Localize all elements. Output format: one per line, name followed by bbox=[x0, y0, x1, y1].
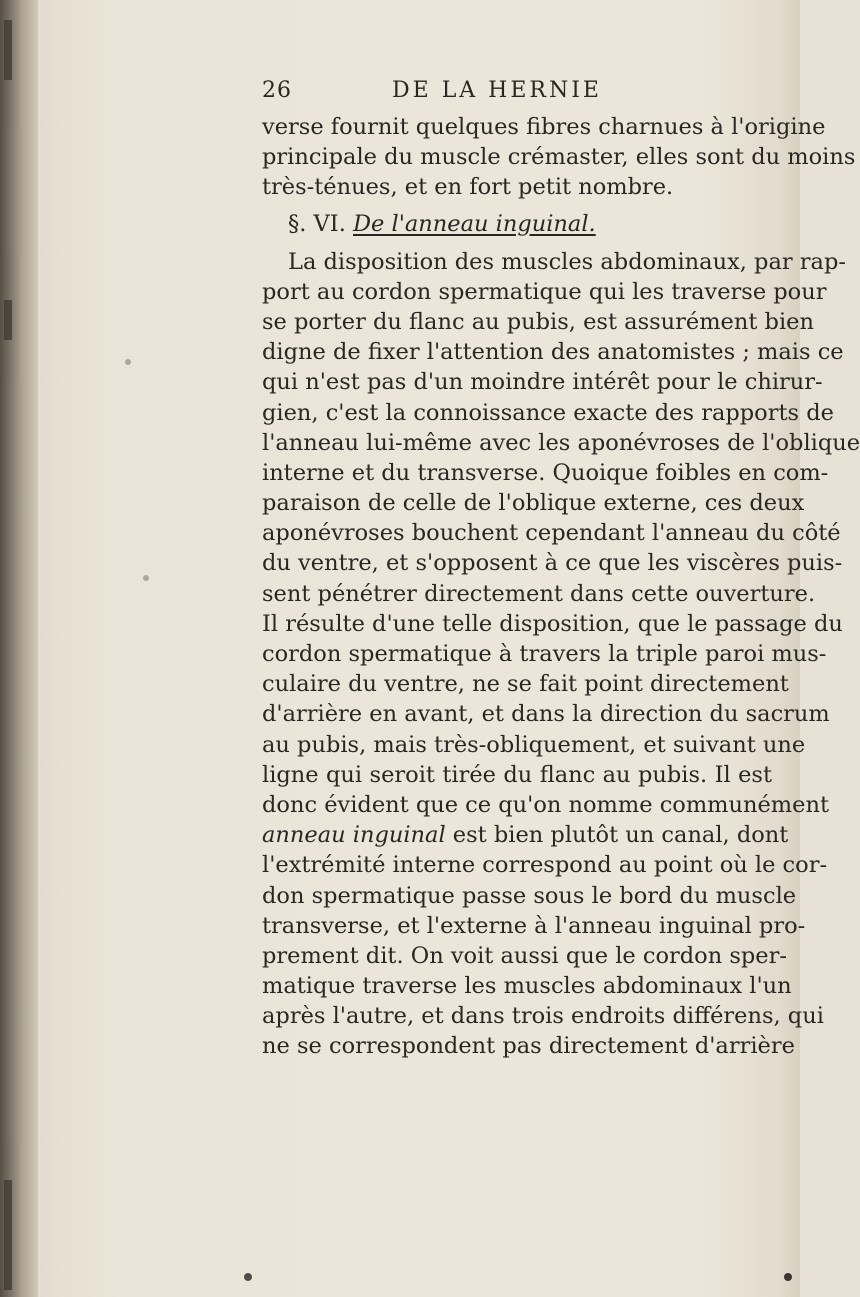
text-line: du ventre, et s'opposent à ce que les viscères puis- bbox=[262, 550, 843, 577]
paragraph-1 bbox=[262, 112, 856, 203]
text-line: prement dit. On voit aussi que le cordon sper- bbox=[262, 942, 787, 969]
text-line: d'arrière en avant, et dans la direction du sacrum bbox=[262, 701, 830, 728]
text-line: au pubis, mais très-obliquement, et suivant une bbox=[262, 731, 806, 758]
book-binding-edge bbox=[0, 0, 38, 1297]
text-line: La disposition des muscles abdominaux, par rap- bbox=[288, 248, 846, 275]
italic-term: anneau inguinal bbox=[262, 822, 446, 849]
text-line: don spermatique passe sous le bord du muscle bbox=[262, 882, 797, 909]
text-line: qui n'est pas d'un moindre intérêt pour le chirur- bbox=[262, 369, 823, 396]
running-head: DE LA HERNIE bbox=[392, 78, 602, 103]
binding-shadow bbox=[4, 1180, 12, 1290]
text-line: gien, c'est la connoissance exacte des rapports de bbox=[262, 399, 834, 426]
binding-shadow bbox=[4, 300, 12, 340]
text-line: l'extrémité interne correspond au point où le cor- bbox=[262, 852, 828, 879]
text-run: est bien plutôt un canal, dont bbox=[445, 822, 789, 849]
binding-shadow bbox=[4, 20, 12, 80]
text-line: principale du muscle crémaster, elles sont du moins bbox=[262, 144, 856, 171]
text-line: Il résulte d'une telle disposition, que le passage du bbox=[262, 610, 843, 637]
text-line: sent pénétrer directement dans cette ouverture. bbox=[262, 580, 816, 607]
text-line: culaire du ventre, ne se fait point directement bbox=[262, 671, 789, 698]
ink-speck bbox=[784, 1273, 792, 1281]
text-line: ne se correspondent pas directement d'arrière bbox=[262, 1033, 795, 1060]
ink-speck bbox=[125, 359, 131, 365]
body-text bbox=[262, 112, 860, 1062]
text-line: paraison de celle de l'oblique externe, ces deux bbox=[262, 490, 805, 517]
text-line: port au cordon spermatique qui les traverse pour bbox=[262, 278, 827, 305]
section-title: De l'anneau inguinal. bbox=[353, 210, 596, 237]
text-line: digne de fixer l'attention des anatomistes ; mais ce bbox=[262, 339, 844, 366]
text-line: cordon spermatique à travers la triple paroi mus- bbox=[262, 641, 827, 667]
ink-speck bbox=[244, 1273, 252, 1281]
text-line: matique traverse les muscles abdominaux l'un bbox=[262, 973, 792, 1000]
text-line: très-ténues, et en fort petit nombre. bbox=[262, 174, 674, 201]
page-number: 26 bbox=[262, 78, 292, 103]
paragraph-2 bbox=[262, 247, 860, 1062]
text-line: donc évident que ce qu'on nomme communément bbox=[262, 791, 829, 818]
text-line: transverse, et l'externe à l'anneau inguinal pro- bbox=[262, 912, 806, 939]
text-line: aponévroses bouchent cependant l'anneau du côté bbox=[262, 520, 841, 547]
text-line: verse fournit quelques fibres charnues à l'origine bbox=[262, 114, 826, 140]
text-line: l'anneau lui-même avec les aponévroses de l'oblique bbox=[262, 429, 860, 456]
text-line: se porter du flanc au pubis, est assurément bien bbox=[262, 308, 814, 335]
text-line-with-term bbox=[262, 820, 789, 850]
text-line: après l'autre, et dans trois endroits différens, qui bbox=[262, 1003, 824, 1030]
text-line: ligne qui seroit tirée du flanc au pubis. Il est bbox=[262, 761, 772, 788]
ink-speck bbox=[143, 575, 149, 581]
section-number: §. VI. bbox=[288, 210, 346, 237]
text-line: interne et du transverse. Quoique foibles en com- bbox=[262, 459, 829, 486]
section-heading bbox=[262, 209, 772, 247]
